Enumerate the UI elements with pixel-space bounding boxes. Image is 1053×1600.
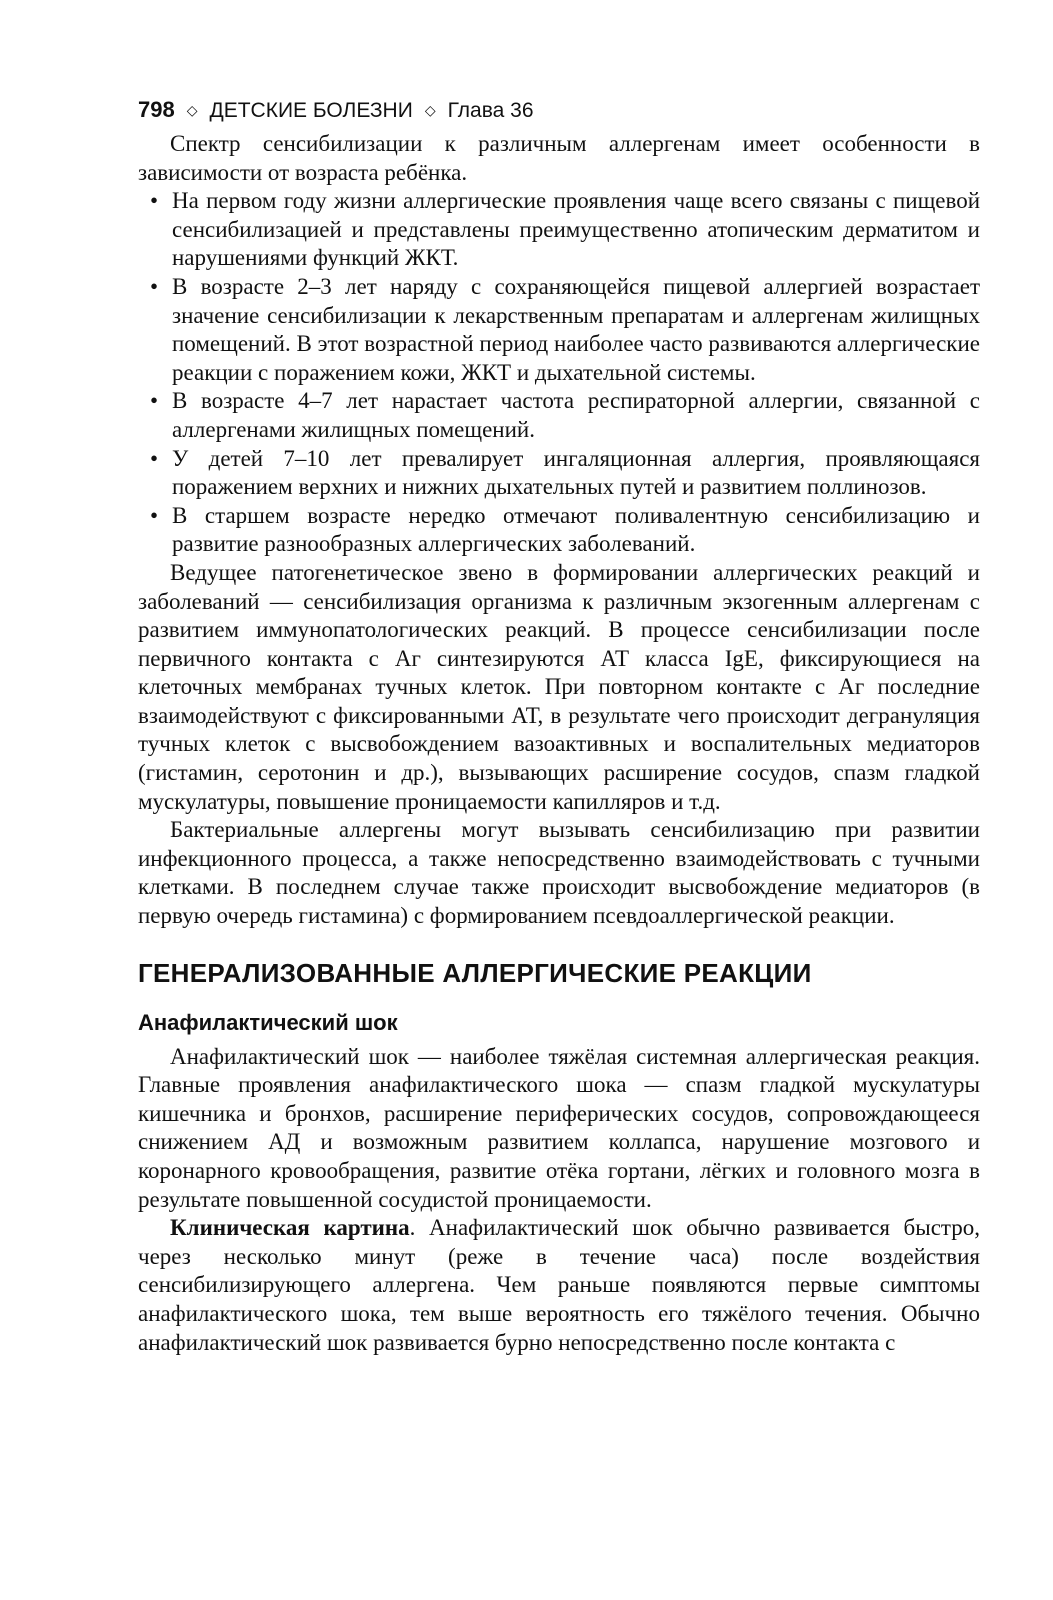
section-heading: ГЕНЕРАЛИЗОВАННЫЕ АЛЛЕРГИЧЕСКИЕ РЕАКЦИИ — [138, 957, 812, 988]
running-head — [138, 96, 980, 130]
age-bullet-list — [138, 187, 980, 559]
body-text — [138, 130, 980, 1357]
bullet-item-older-age: • В старшем возрасте нередко отмечают поливалентную сенсибилизацию и развитие разнообразных аллергических заболеваний. — [138, 502, 980, 559]
clinical-picture-paragraph — [138, 1214, 980, 1357]
chapter-label: Глава 36 — [447, 99, 534, 122]
clinical-picture-lead: Клиническая картина — [170, 1215, 410, 1241]
bacterial-allergens-paragraph: Бактериальные аллергены могут вызывать сенсибилизацию при развитии инфекционного процесса, а также непосредственно взаимодействовать с тучными клетками. В последнем случае также происходит высвобождение медиаторов (в первую очередь гистамина) с формированием псевдоаллергической реакции. — [138, 817, 980, 929]
bullet-item-first-year: • На первом году жизни аллергические проявления чаще всего связаны с пищевой сенсибилизацией и представлены преимущественно атопическим дерматитом и нарушениями функций ЖКТ. — [138, 187, 980, 273]
book-page — [138, 96, 980, 1357]
clinical-picture-text: . Анафилактический шок обычно развивается быстро, через несколько минут (реже в течение часа) после воздействия сенсибилизирующего аллергена. Чем раньше появляются первые симптомы анафилактического шока, тем выше вероятность его тяжёлого течения. Обычно анафилактический шок развивается бурно непосредственно после контакта с — [138, 1215, 981, 1355]
diamond-separator-icon: ◇ — [424, 102, 436, 118]
diamond-separator-icon: ◇ — [186, 102, 198, 118]
bullet-item-2-3-years: • В возрасте 2–3 лет наряду с сохраняющейся пищевой аллергией возрастает значение сенсибилизации к лекарственным препаратам и аллергенам жилищных помещений. В этот возрастной период наиболее часто развиваются аллергические реакции с поражением кожи, ЖКТ и дыхательной системы. — [138, 273, 980, 387]
pathogenesis-paragraph: Ведущее патогенетическое звено в формировании аллергических реакций и заболеваний — сенсибилизация организма к различным экзогенным аллергенам с развитием иммунопатологических реакций. В процессе сенсибилизации после первичного контакта с Аг синтезируются АТ класса IgE, фиксирующиеся на клеточных мембранах тучных клеток. При повторном контакте с Аг последние взаимодействуют с фиксированными АТ, в результате чего происходит дегрануляция тучных клеток с высвобождением вазоактивных и воспалительных медиаторов (гистамин, серотонин и др.), вызывающих расширение сосудов, спазм гладкой мускулатуры, повышение проницаемости капилляров и т.д. — [138, 559, 980, 814]
book-title: ДЕТСКИЕ БОЛЕЗНИ — [209, 99, 413, 122]
intro-paragraph: Спектр сенсибилизации к различным аллергенам имеет особенности в зависимости от возраста ребёнка. — [138, 131, 980, 185]
bullet-item-7-10-years: • У детей 7–10 лет превалирует ингаляционная аллергия, проявляющаяся поражением верхних и нижних дыхательных путей и развитием поллинозов. — [138, 445, 980, 502]
subsection-heading: Анафилактический шок — [138, 1009, 398, 1035]
anaphylaxis-paragraph: Анафилактический шок — наиболее тяжёлая системная аллергическая реакция. Главные проявления анафилактического шока — спазм гладкой мускулатуры кишечника и бронхов, расширение периферических сосудов, сопровождающееся снижением АД и возможным развитием коллапса, нарушение мозгового и коронарного кровообращения, развитие отёка гортани, лёгких и головного мозга в результате повышенной сосудистой проницаемости. — [138, 1043, 980, 1212]
page-number: 798 — [138, 97, 175, 122]
bullet-item-4-7-years: • В возрасте 4–7 лет нарастает частота респираторной аллергии, связанной с аллергенами жилищных помещений. — [138, 387, 980, 444]
